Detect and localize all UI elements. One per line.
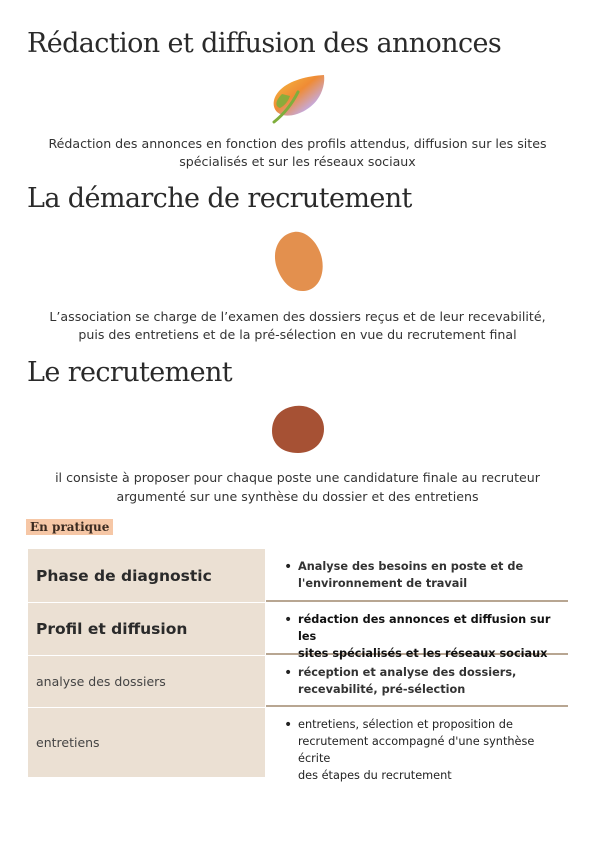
table-row-label: Phase de diagnostic: [36, 566, 212, 585]
table-row: [28, 549, 568, 602]
practice-table: [28, 549, 568, 782]
table-row: [28, 602, 568, 660]
section-text-recrutement-1: il consiste à proposer pour chaque poste une candidature finale au recruteur: [55, 470, 540, 485]
bullet-icon: [284, 616, 292, 624]
detail-line: sites spécialisés et les réseaux sociaux: [298, 647, 548, 660]
table-row-label-cell: [28, 549, 265, 602]
table-row-detail: [298, 716, 554, 784]
table-row-detail-cell: [266, 549, 568, 602]
table-row-label-cell: [28, 708, 265, 777]
table-row-label-cell: [28, 603, 265, 655]
table-row: [28, 655, 568, 707]
table-row-detail-cell: [266, 707, 568, 782]
table-row-label-cell: [28, 656, 265, 707]
section-text-demarche-1: L’association se charge de l’examen des dossiers reçus et de leur recevabilité,: [49, 309, 546, 324]
section-text-redaction-1: Rédaction des annonces en fonction des profils attendus, diffusion sur les sites: [48, 136, 547, 151]
detail-line: Analyse des besoins en poste et de: [298, 560, 524, 573]
bullet-icon: [284, 563, 292, 571]
bullet-icon: [284, 669, 292, 677]
table-row-label: Profil et diffusion: [36, 620, 188, 638]
detail-line: des étapes du recrutement: [298, 769, 452, 782]
section-text-recrutement-2: argumenté sur une synthèse du dossier et des entretiens: [116, 489, 479, 504]
bullet-icon: [284, 721, 292, 729]
table-row-label: analyse des dossiers: [36, 674, 166, 689]
detail-line: recrutement accompagné d'une synthèse écrite: [298, 735, 535, 765]
detail-line: rédaction des annonces et diffusion sur les: [298, 613, 551, 643]
rust-blob-icon: [269, 403, 327, 455]
table-row-detail-cell: [266, 602, 568, 660]
section-title-demarche: La démarche de recrutement: [27, 183, 412, 214]
orange-blob-icon: [270, 229, 326, 293]
detail-line: entretiens, sélection et proposition de: [298, 718, 513, 731]
detail-line: recevabilité, pré-sélection: [298, 683, 466, 696]
section-text-redaction-2: spécialisés et sur les réseaux sociaux: [179, 154, 416, 169]
table-row-detail: [298, 664, 554, 698]
section-title-recrutement: Le recrutement: [27, 357, 233, 388]
section-text-demarche-2: puis des entretiens et de la pré-sélection en vue du recrutement final: [78, 327, 517, 342]
en-pratique-badge: En pratique: [26, 519, 113, 535]
table-row-detail-cell: [266, 655, 568, 707]
table-row-detail: [298, 558, 554, 592]
detail-line: l'environnement de travail: [298, 577, 468, 590]
leaf-icon: [268, 72, 328, 126]
section-title-redaction: Rédaction et diffusion des annonces: [27, 28, 502, 59]
detail-line: réception et analyse des dossiers,: [298, 666, 517, 679]
table-row: [28, 707, 568, 782]
table-row-label: entretiens: [36, 735, 100, 750]
